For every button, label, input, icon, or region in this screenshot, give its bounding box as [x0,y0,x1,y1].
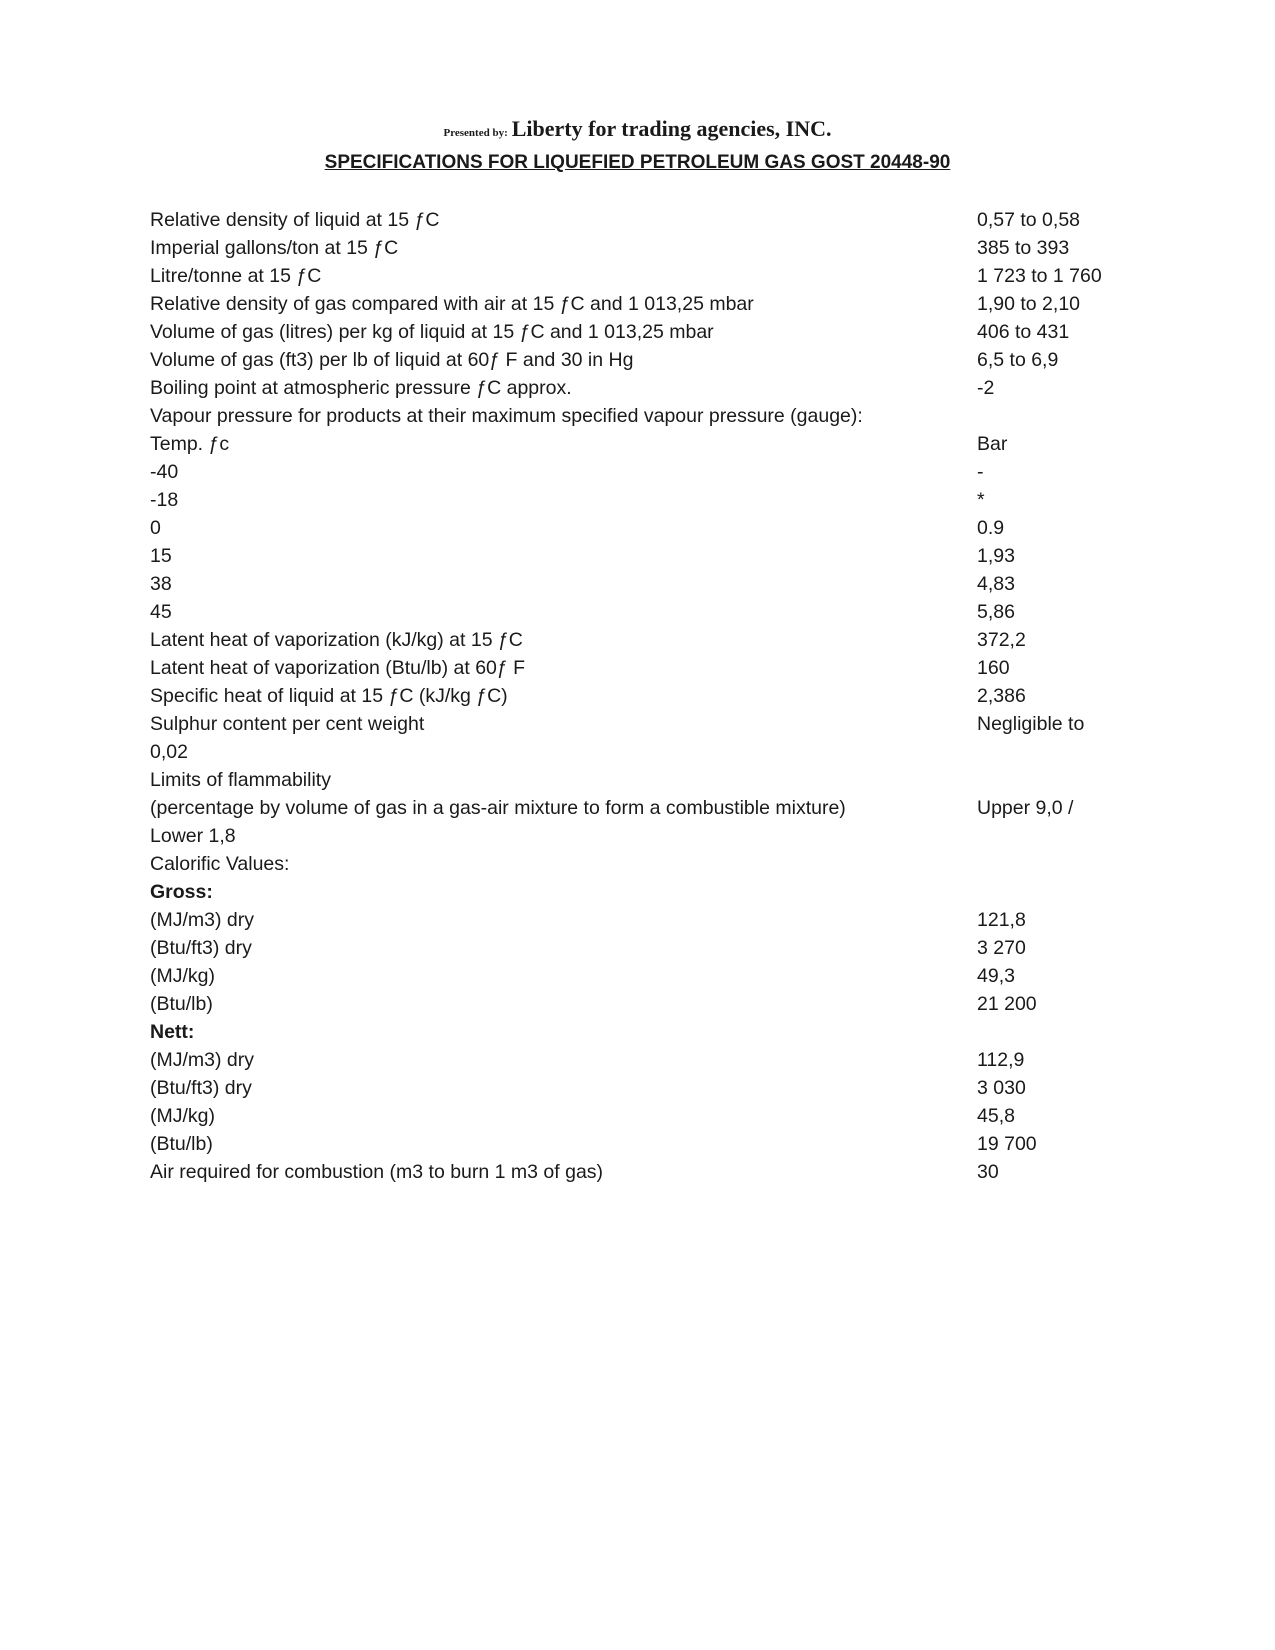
spec-row [150,402,1110,430]
spec-label: (Btu/ft3) dry [150,1077,252,1099]
company-name: Liberty for trading agencies, INC. [511,116,832,141]
spec-row [150,906,1110,934]
spec-label: Limits of flammability [150,769,331,791]
specification-list [150,206,1110,1186]
spec-value: 385 to 393 [977,237,1070,259]
spec-row [150,710,1110,738]
spec-label: (MJ/kg) [150,965,215,987]
spec-row [150,514,1110,542]
spec-row [150,794,1110,822]
spec-value: - [977,461,984,483]
spec-value: Upper 9,0 / [977,797,1074,819]
spec-label: 45 [150,601,172,623]
spec-label: Relative density of liquid at 15 ƒC [150,209,440,231]
spec-label: Relative density of gas compared with air at 15 ƒC and 1 013,25 mbar [150,293,754,315]
spec-value: 372,2 [977,629,1026,651]
section-heading-row [150,1018,1110,1046]
spec-label: 0,02 [150,741,188,763]
spec-value: 112,9 [977,1049,1025,1071]
spec-value: 6,5 to 6,9 [977,349,1059,371]
spec-value: 1,93 [977,545,1015,567]
spec-value: 19 700 [977,1133,1037,1155]
spec-row [150,290,1110,318]
spec-row [150,990,1110,1018]
spec-label: Calorific Values: [150,853,290,875]
spec-value: 21 200 [977,993,1037,1015]
document-title: SPECIFICATIONS FOR LIQUEFIED PETROLEUM GAS GOST 20448-90 [324,152,951,173]
section-heading: Nett: [150,1021,195,1043]
spec-value: * [977,489,985,511]
spec-value: 3 270 [977,937,1026,959]
presented-by-line [0,116,1275,142]
spec-value: Bar [977,433,1008,455]
spec-row [150,822,1110,850]
spec-label: (Btu/ft3) dry [150,937,252,959]
spec-label: Boiling point at atmospheric pressure ƒC approx. [150,377,572,399]
spec-label: Temp. ƒc [150,433,230,455]
spec-label: -18 [150,489,179,511]
spec-label: 38 [150,573,172,595]
spec-value: 0.9 [977,517,1005,539]
spec-value: 5,86 [977,601,1015,623]
spec-row [150,430,1110,458]
spec-label: Lower 1,8 [150,825,236,847]
spec-label: Air required for combustion (m3 to burn 1 m3 of gas) [150,1161,604,1183]
spec-label: (MJ/kg) [150,1105,215,1127]
spec-row [150,654,1110,682]
spec-value: 45,8 [977,1105,1015,1127]
spec-row [150,374,1110,402]
spec-label: Specific heat of liquid at 15 ƒC (kJ/kg ƒC) [150,685,508,707]
spec-row [150,1130,1110,1158]
spec-label: Latent heat of vaporization (kJ/kg) at 15 ƒC [150,629,523,651]
spec-value: 1,90 to 2,10 [977,293,1081,315]
spec-row [150,262,1110,290]
section-heading-row [150,878,1110,906]
spec-value: 3 030 [977,1077,1026,1099]
spec-value: 160 [977,657,1010,679]
spec-row [150,682,1110,710]
spec-row [150,626,1110,654]
spec-value: 30 [977,1161,999,1183]
spec-value: 1 723 to 1 760 [977,265,1102,287]
spec-value: 0,57 to 0,58 [977,209,1081,231]
spec-row [150,850,1110,878]
spec-value: 4,83 [977,573,1015,595]
spec-row [150,542,1110,570]
spec-row [150,738,1110,766]
spec-value: 406 to 431 [977,321,1070,343]
spec-row [150,1046,1110,1074]
spec-row [150,1074,1110,1102]
spec-label: 15 [150,545,172,567]
spec-label: (Btu/lb) [150,1133,213,1155]
spec-row [150,1158,1110,1186]
spec-label: Litre/tonne at 15 ƒC [150,265,322,287]
spec-label: Volume of gas (litres) per kg of liquid at 15 ƒC and 1 013,25 mbar [150,321,714,343]
spec-row [150,598,1110,626]
spec-row [150,766,1110,794]
spec-label: (MJ/m3) dry [150,909,254,931]
spec-label: Sulphur content per cent weight [150,713,425,735]
spec-value: Negligible to [977,713,1085,735]
spec-label: (Btu/lb) [150,993,213,1015]
presented-by-label: Presented by: [443,127,508,139]
spec-row [150,570,1110,598]
spec-row [150,206,1110,234]
spec-row [150,234,1110,262]
spec-value: 121,8 [977,909,1026,931]
spec-value: -2 [977,377,995,399]
spec-row [150,1102,1110,1130]
spec-value: 2,386 [977,685,1026,707]
spec-row [150,962,1110,990]
spec-value: 49,3 [977,965,1015,987]
spec-label: 0 [150,517,161,539]
spec-label: Vapour pressure for products at their maximum specified vapour pressure (gauge): [150,405,863,427]
spec-row [150,486,1110,514]
section-heading: Gross: [150,881,213,903]
spec-row [150,458,1110,486]
spec-row [150,346,1110,374]
spec-label: (percentage by volume of gas in a gas-air mixture to form a combustible mixture) [150,797,846,819]
spec-label: Volume of gas (ft3) per lb of liquid at 60ƒ F and 30 in Hg [150,349,634,371]
spec-label: Latent heat of vaporization (Btu/lb) at 60ƒ F [150,657,526,679]
spec-row [150,934,1110,962]
spec-label: (MJ/m3) dry [150,1049,254,1071]
spec-label: Imperial gallons/ton at 15 ƒC [150,237,399,259]
spec-row [150,318,1110,346]
spec-label: -40 [150,461,179,483]
